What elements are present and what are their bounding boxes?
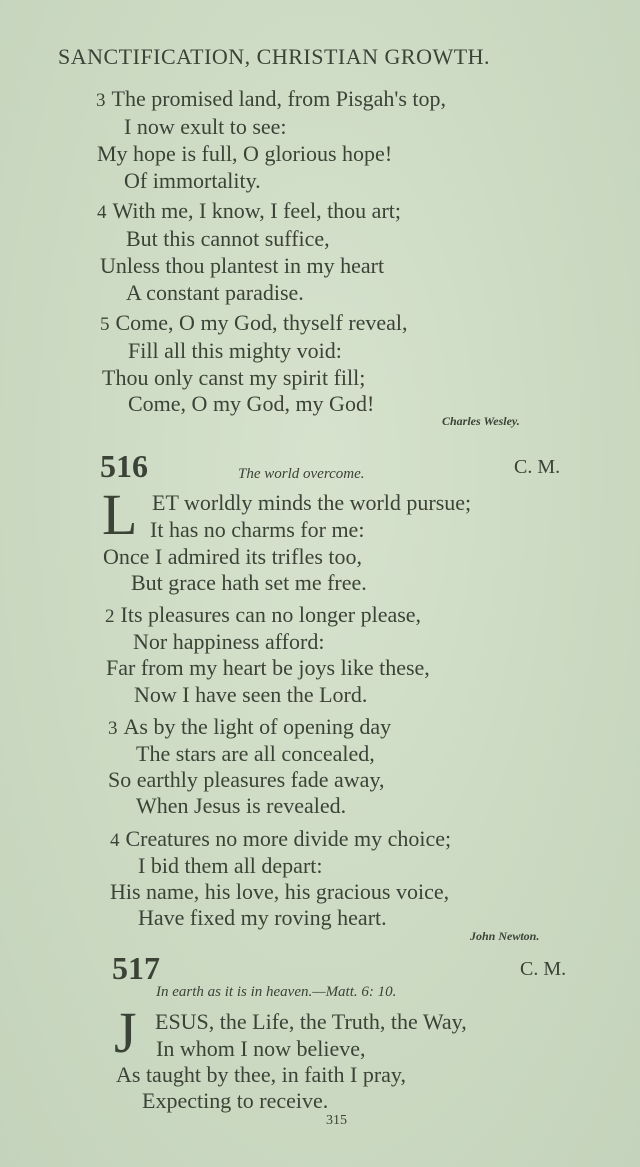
stanza-line: But this cannot suffice, bbox=[126, 226, 330, 251]
page-number: 315 bbox=[326, 1113, 347, 1128]
stanza-line: ET worldly minds the world pursue; bbox=[152, 490, 472, 515]
stanza-line: I bid them all depart: bbox=[138, 853, 323, 878]
hymn-number: 517 bbox=[112, 950, 160, 986]
hymn-number: 516 bbox=[100, 448, 148, 484]
stanza-line: A constant paradise. bbox=[126, 280, 304, 305]
stanza-line: 3 As by the light of opening day bbox=[108, 714, 392, 739]
hymn-title: The world overcome. bbox=[238, 466, 365, 482]
stanza-line: Expecting to receive. bbox=[142, 1088, 329, 1113]
drop-cap: J bbox=[114, 1000, 137, 1065]
stanza-line: 5 Come, O my God, thyself reveal, bbox=[100, 310, 408, 335]
stanza-line: As taught by thee, in faith I pray, bbox=[116, 1062, 406, 1087]
stanza-line: Now I have seen the Lord. bbox=[134, 682, 368, 707]
author-attribution: John Newton. bbox=[470, 929, 540, 943]
hymn-title: In earth as it is in heaven.—Matt. 6: 10. bbox=[156, 984, 397, 1000]
stanza-line: His name, his love, his gracious voice, bbox=[110, 879, 450, 904]
stanza-line: Once I admired its trifles too, bbox=[103, 544, 363, 569]
stanza-line: 4 Creatures no more divide my choice; bbox=[110, 826, 452, 851]
stanza-line: So earthly pleasures fade away, bbox=[108, 767, 385, 792]
stanza-line: Of immortality. bbox=[124, 168, 261, 193]
stanza-line: When Jesus is revealed. bbox=[136, 793, 347, 818]
drop-cap: L bbox=[102, 482, 138, 547]
stanza-line: 3 The promised land, from Pisgah's top, bbox=[96, 86, 447, 111]
author-attribution: Charles Wesley. bbox=[442, 414, 520, 428]
stanza-line: 2 Its pleasures can no longer please, bbox=[105, 602, 422, 627]
stanza-line: Fill all this mighty void: bbox=[128, 338, 342, 363]
stanza-line: Far from my heart be joys like these, bbox=[106, 655, 430, 680]
stanza-line: It has no charms for me: bbox=[150, 517, 365, 542]
stanza-line: I now exult to see: bbox=[124, 114, 287, 139]
stanza-line: Thou only canst my spirit fill; bbox=[102, 365, 366, 390]
stanza-line: But grace hath set me free. bbox=[131, 570, 367, 595]
hymn-meter: C. M. bbox=[520, 958, 567, 980]
stanza-line: Come, O my God, my God! bbox=[128, 391, 375, 416]
stanza-line: Unless thou plantest in my heart bbox=[100, 253, 385, 278]
stanza-line: Have fixed my roving heart. bbox=[138, 905, 387, 930]
stanza-line: The stars are all concealed, bbox=[136, 741, 375, 766]
stanza-line: In whom I now believe, bbox=[156, 1036, 366, 1061]
stanza-line: 4 With me, I know, I feel, thou art; bbox=[97, 198, 401, 223]
page-header: SANCTIFICATION, CHRISTIAN GROWTH. bbox=[58, 44, 491, 69]
hymn-meter: C. M. bbox=[514, 456, 561, 478]
stanza-line: My hope is full, O glorious hope! bbox=[97, 141, 393, 166]
stanza-line: ESUS, the Life, the Truth, the Way, bbox=[155, 1009, 467, 1034]
stanza-line: Nor happiness afford: bbox=[133, 629, 325, 654]
